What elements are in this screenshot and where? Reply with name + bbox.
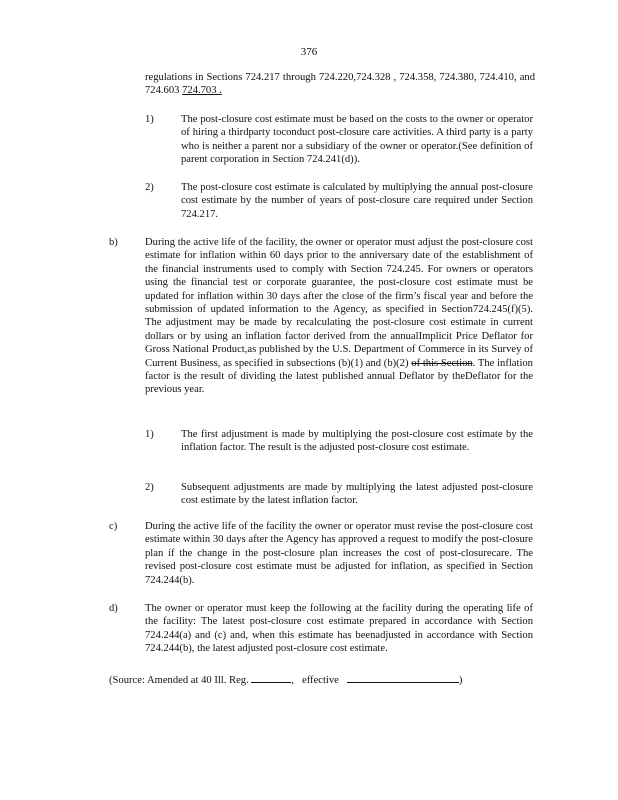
source-effective: effective: [302, 675, 339, 686]
sub-b2-text: Subsequent adjustments are made by multiplying the latest adjusted post-closure cost estimate by the latest inflation factor.: [181, 482, 533, 507]
effective-date-blank: [347, 672, 459, 683]
source-note: [109, 672, 533, 687]
source-close: ): [458, 675, 463, 686]
sub-b1-marker: 1): [145, 429, 154, 440]
para-b-marker: b): [109, 237, 118, 248]
sub-a1-marker: 1): [145, 114, 154, 125]
intro-text: regulations in Sections 724.217 through 724.220,724.328 , 724.358, 724.380, 724.410, and 724.603: [145, 72, 535, 97]
sub-b1-text: The first adjustment is made by multiplying the post-closure cost estimate by the inflation factor. The result is the adjusted post-closure cost estimate.: [181, 429, 533, 454]
sub-a2-marker: 2): [145, 182, 154, 193]
sub-b2-marker: 2): [145, 482, 154, 493]
intro-paragraph: [145, 71, 535, 98]
register-issue-blank: [251, 672, 291, 683]
para-b-text-before: During the active life of the facility, the owner or operator must adjust the post-closure cost estimate for inflation within 60 days prior to the anniversary date of the establishment of the financial instruments used to comply with Section 724.245. For owners or operators using the financial test or corporate guarantee, the post-closure cost estimate must be updated for inflation within 30 days after the close of the firm’s fiscal year and before the submission of updated information to the Agency, as specified in Section724.245(f)(5). The adjustment may be made by recalculating the post-closure cost estimate in current dollars or by using an inflation factor derived from the annualImplicit Price Deflator for Gross National Product,as published by the U.S. Department of Commerce in its Survey of Current Business, as specified in subsections (b)(1) and (b)(2): [145, 237, 533, 369]
page-number: 376: [300, 46, 318, 58]
source-comma: ,: [291, 675, 295, 686]
para-b-text: [145, 236, 533, 397]
para-b-text-after: . The inflation factor is the result of dividing the latest published annual Deflator by theDeflator for the previous year.: [145, 357, 533, 396]
para-c-marker: c): [109, 521, 118, 532]
intro-underlined-section: 724.703 .: [182, 85, 222, 97]
sub-a1-text: The post-closure cost estimate must be based on the costs to the owner or operator of hiring a thirdparty toconduct post-closure care activities. A third party is a party who is neither a parent nor a subsidiary of the owner or operator.(See definition of parent corporation in Section 724.241(d)).: [181, 114, 533, 166]
sub-a2-text: The post-closure cost estimate is calculated by multiplying the annual post-closure cost estimate by the number of years of post-closure care required under Section 724.217.: [181, 182, 533, 220]
para-d-marker: d): [109, 603, 118, 614]
para-c-text: During the active life of the facility the owner or operator must revise the post-closure cost estimate within 30 days after the Agency has approved a request to modify the post-closure plan if the change in the post-closure plan increases the cost of post-closurecare. The revised post-closure cost estimate must be adjusted for inflation, as specified in Section 724.244(b).: [145, 521, 533, 586]
para-d-text: The owner or operator must keep the following at the facility during the operating life of the facility: The latest post-closure cost estimate prepared in accordance with Section 724.244(a) and (c) and, when this estimate has beenadjusted in accordance with Section 724.244(b), the latest adjusted post-closure cost estimate.: [145, 603, 533, 655]
para-b-struck-text: of this Section: [411, 357, 473, 369]
source-prefix: (Source: Amended at 40 Ill. Reg.: [109, 675, 249, 686]
